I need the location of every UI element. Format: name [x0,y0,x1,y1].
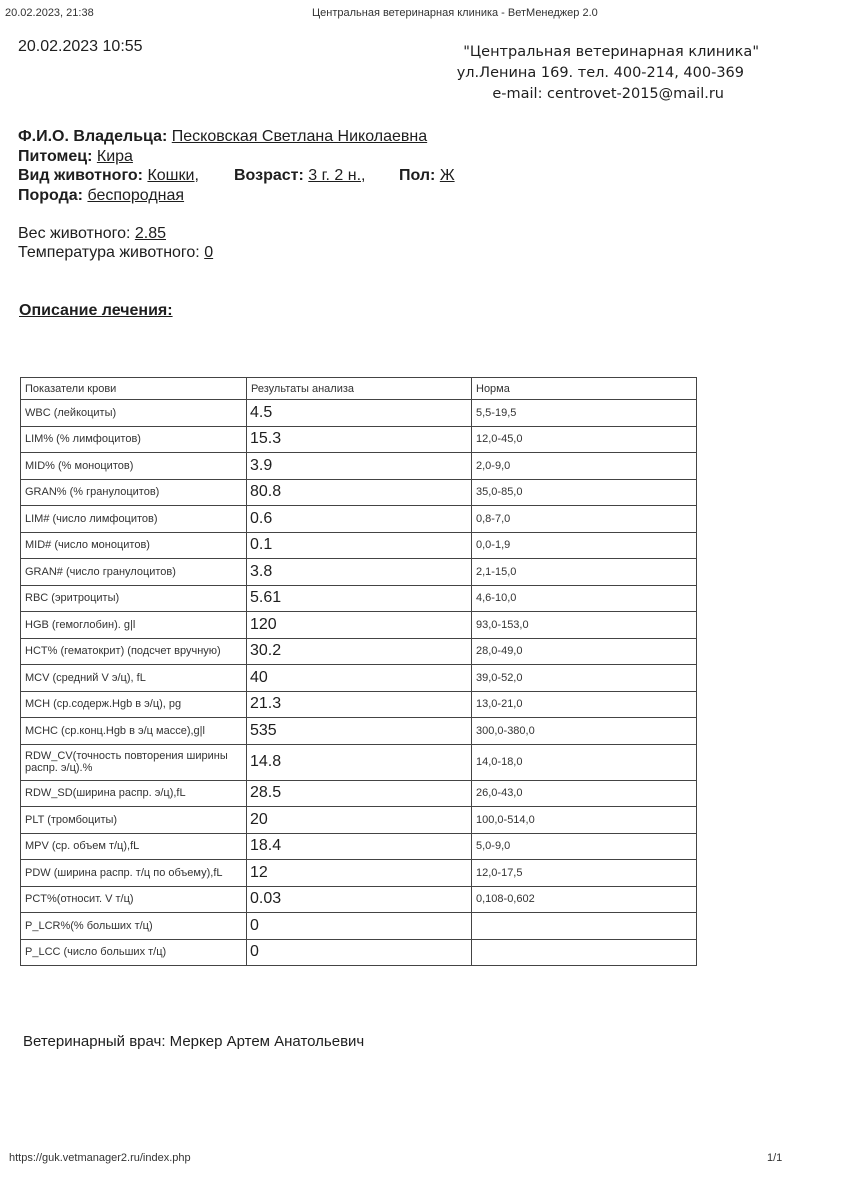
breed-label: Порода: [18,187,83,204]
header-result: Результаты анализа [247,378,472,400]
breed-line [18,187,184,205]
result-cell: 0.6 [247,506,472,533]
indicator-cell: MID# (число моноцитов) [21,532,247,559]
norm-cell: 28,0-49,0 [472,638,697,665]
norm-cell: 39,0-52,0 [472,665,697,692]
indicator-cell: LIM% (% лимфоцитов) [21,426,247,453]
table-row [21,559,697,586]
owner-line [18,128,427,146]
indicator-cell: PLT (тромбоциты) [21,807,247,834]
table-row [21,718,697,745]
result-cell: 4.5 [247,400,472,427]
species-value: Кошки, [147,167,199,184]
result-cell: 14.8 [247,744,472,780]
table-row [21,780,697,807]
print-page-title: Центральная ветеринарная клиника - ВетМенеджер 2.0 [312,7,598,19]
result-cell: 40 [247,665,472,692]
weight-label: Вес животного: [18,225,131,242]
result-cell: 28.5 [247,780,472,807]
indicator-cell: LIM# (число лимфоцитов) [21,506,247,533]
norm-cell: 13,0-21,0 [472,691,697,718]
norm-cell: 26,0-43,0 [472,780,697,807]
clinic-info [457,42,757,105]
owner-label: Ф.И.О. Владельца: [18,128,168,145]
norm-cell: 5,5-19,5 [472,400,697,427]
table-row [21,665,697,692]
norm-cell: 2,0-9,0 [472,453,697,480]
blood-test-table [20,377,697,966]
table-row [21,744,697,780]
pet-line [18,148,133,166]
norm-cell: 12,0-17,5 [472,860,697,887]
table-header-row [21,378,697,400]
species-label: Вид животного: [18,167,143,184]
result-cell: 18.4 [247,833,472,860]
table-row [21,807,697,834]
result-cell: 0.1 [247,532,472,559]
indicator-cell: GRAN% (% гранулоцитов) [21,479,247,506]
age-label: Возраст: [234,167,304,184]
table-row [21,860,697,887]
result-cell: 5.61 [247,585,472,612]
indicator-cell: P_LCR%(% больших т/ц) [21,913,247,940]
result-cell: 120 [247,612,472,639]
breed-value: беспородная [87,187,185,204]
indicator-cell: P_LCC (число больших т/ц) [21,939,247,966]
table-row [21,638,697,665]
table-row [21,939,697,966]
footer-page-count: 1/1 [767,1152,783,1164]
table-row [21,833,697,860]
print-timestamp: 20.02.2023, 21:38 [5,7,94,19]
table-row [21,612,697,639]
norm-cell: 0,108-0,602 [472,886,697,913]
norm-cell: 0,0-1,9 [472,532,697,559]
indicator-cell: MID% (% моноцитов) [21,453,247,480]
sex-label: Пол: [399,167,436,184]
norm-cell: 4,6-10,0 [472,585,697,612]
clinic-name: "Центральная ветеринарная клиника" [463,44,759,60]
owner-value: Песковская Светлана Николаевна [171,128,428,145]
age-value: 3 г. 2 н., [308,167,366,184]
result-cell: 3.9 [247,453,472,480]
table-row [21,506,697,533]
table-row [21,453,697,480]
result-cell: 0 [247,913,472,940]
treatment-title: Описание лечения: [19,302,173,319]
norm-cell [472,939,697,966]
clinic-address: ул.Ленина 169. тел. 400-214, 400-369 [456,65,744,81]
table-row [21,532,697,559]
indicator-cell: WBC (лейкоциты) [21,400,247,427]
indicator-cell: RDW_SD(ширина распр. э/ц),fL [21,780,247,807]
temperature-line [18,244,213,262]
indicator-cell: RBC (эритроциты) [21,585,247,612]
indicator-cell: PDW (ширина распр. т/ц по объему),fL [21,860,247,887]
result-cell: 535 [247,718,472,745]
weight-value: 2.85 [134,225,167,242]
norm-cell [472,913,697,940]
header-norm: Норма [472,378,697,400]
table-row [21,479,697,506]
header-indicator: Показатели крови [21,378,247,400]
norm-cell: 93,0-153,0 [472,612,697,639]
result-cell: 0 [247,939,472,966]
table-row [21,913,697,940]
indicator-cell: HCT% (гематокрит) (подсчет вручную) [21,638,247,665]
temperature-label: Температура животного: [18,244,200,261]
sex-value: Ж [439,167,455,184]
result-cell: 21.3 [247,691,472,718]
document-date: 20.02.2023 10:55 [18,38,143,55]
clinic-email: e-mail: centrovet-2015@mail.ru [492,86,724,102]
indicator-cell: MCHC (ср.конц.Hgb в э/ц массе),g|l [21,718,247,745]
result-cell: 20 [247,807,472,834]
norm-cell: 35,0-85,0 [472,479,697,506]
norm-cell: 100,0-514,0 [472,807,697,834]
norm-cell: 300,0-380,0 [472,718,697,745]
weight-line [18,225,166,243]
result-cell: 30.2 [247,638,472,665]
norm-cell: 5,0-9,0 [472,833,697,860]
pet-value: Кира [96,148,133,165]
result-cell: 0.03 [247,886,472,913]
footer-url: https://guk.vetmanager2.ru/index.php [9,1152,191,1164]
indicator-cell: MCH (ср.содерж.Hgb в э/ц), pg [21,691,247,718]
table-row [21,400,697,427]
norm-cell: 0,8-7,0 [472,506,697,533]
table-row [21,585,697,612]
norm-cell: 2,1-15,0 [472,559,697,586]
indicator-cell: MCV (средний V э/ц), fL [21,665,247,692]
table-row [21,886,697,913]
indicator-cell: PCT%(относит. V т/ц) [21,886,247,913]
norm-cell: 14,0-18,0 [472,744,697,780]
pet-label: Питомец: [18,148,93,165]
temperature-value: 0 [204,244,214,261]
indicator-cell: HGB (гемоглобин). g|l [21,612,247,639]
result-cell: 3.8 [247,559,472,586]
norm-cell: 12,0-45,0 [472,426,697,453]
age-line [234,167,365,185]
table-row [21,426,697,453]
indicator-cell: RDW_CV(точность повторения ширины распр. э/ц).% [21,744,247,780]
result-cell: 15.3 [247,426,472,453]
species-line [18,167,199,185]
result-cell: 80.8 [247,479,472,506]
indicator-cell: MPV (ср. объем т/ц),fL [21,833,247,860]
sex-line [399,167,455,185]
indicator-cell: GRAN# (число гранулоцитов) [21,559,247,586]
result-cell: 12 [247,860,472,887]
doctor-signature-line: Ветеринарный врач: Меркер Артем Анатольевич [23,1033,365,1050]
table-row [21,691,697,718]
